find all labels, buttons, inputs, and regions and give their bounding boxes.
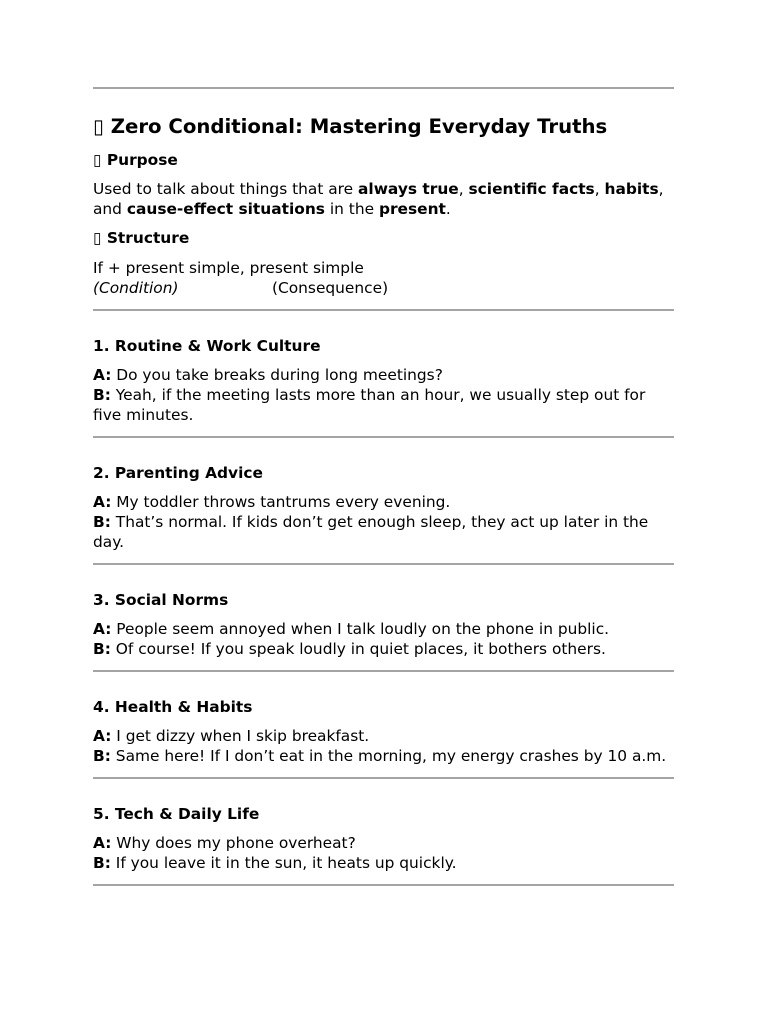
section-heading: 2. Parenting Advice — [93, 464, 263, 482]
dialogue-text: That’s normal. If kids don’t get enough sleep, they act up later in the day. — [93, 513, 649, 551]
horizontal-rule — [93, 309, 674, 311]
purpose-heading: ▯ Purpose — [93, 151, 178, 169]
dialogue-line-a — [93, 492, 674, 512]
dialogue-text: People seem annoyed when I talk loudly on the phone in public. — [116, 620, 610, 638]
speaker-label: A: — [93, 366, 112, 384]
purpose-keyword: habits — [604, 180, 659, 198]
dialogue-text: Do you take breaks during long meetings? — [116, 366, 443, 384]
dialogue — [93, 726, 674, 766]
dialogue-line-b — [93, 746, 674, 766]
section-heading: 5. Tech & Daily Life — [93, 805, 260, 823]
horizontal-rule — [93, 884, 674, 886]
speaker-label: A: — [93, 727, 112, 745]
document-title: ▯ Zero Conditional: Mastering Everyday Truths — [93, 115, 608, 138]
dialogue-line-b — [93, 639, 674, 659]
dialogue-text: Yeah, if the meeting lasts more than an hour, we usually step out for five minutes. — [93, 386, 646, 424]
example-section-4 — [93, 697, 674, 766]
dialogue-text: Of course! If you speak loudly in quiet places, it bothers others. — [115, 640, 606, 658]
dialogue — [93, 619, 674, 659]
dialogue-text: If you leave it in the sun, it heats up quickly. — [115, 854, 457, 872]
purpose-text-segment: , — [458, 180, 469, 198]
consequence-label: (Consequence) — [272, 279, 389, 297]
dialogue-line-a — [93, 833, 674, 853]
speaker-label: B: — [93, 513, 111, 531]
horizontal-rule — [93, 670, 674, 672]
horizontal-rule — [93, 777, 674, 779]
speaker-label: B: — [93, 640, 111, 658]
horizontal-rule — [93, 563, 674, 565]
speaker-label: B: — [93, 747, 111, 765]
purpose-text — [93, 179, 674, 219]
example-section-1 — [93, 336, 674, 425]
dialogue-text: Same here! If I don’t eat in the morning, my energy crashes by 10 a.m. — [115, 747, 667, 765]
dialogue — [93, 833, 674, 873]
purpose-text-segment: . — [445, 200, 451, 218]
speaker-label: B: — [93, 854, 111, 872]
dialogue — [93, 492, 674, 552]
example-section-2 — [93, 463, 674, 552]
structure-labels — [93, 278, 674, 298]
document-page — [93, 87, 674, 886]
dialogue-text: I get dizzy when I skip breakfast. — [116, 727, 370, 745]
purpose-text-segment: Used to talk about things that are — [93, 180, 359, 198]
structure-formula: If + present simple, present simple — [93, 259, 364, 277]
section-heading: 3. Social Norms — [93, 591, 229, 609]
horizontal-rule — [93, 87, 674, 89]
purpose-keyword: present — [378, 200, 446, 218]
dialogue-line-a — [93, 619, 674, 639]
horizontal-rule — [93, 436, 674, 438]
dialogue-text: Why does my phone overheat? — [116, 834, 356, 852]
purpose-text-segment: in the — [324, 200, 379, 218]
speaker-label: A: — [93, 834, 112, 852]
purpose-text-segment: , and — [93, 180, 664, 218]
condition-label: (Condition) — [93, 279, 179, 297]
dialogue-line-a — [93, 365, 674, 385]
structure-heading: ▯ Structure — [93, 229, 190, 247]
dialogue-line-b — [93, 853, 674, 873]
purpose-keyword: scientific facts — [468, 180, 595, 198]
dialogue-line-b — [93, 512, 674, 552]
structure-block — [93, 258, 674, 298]
speaker-label: A: — [93, 620, 112, 638]
section-heading: 1. Routine & Work Culture — [93, 337, 321, 355]
dialogue-line-a — [93, 726, 674, 746]
speaker-label: B: — [93, 386, 111, 404]
purpose-keyword: cause-effect situations — [126, 200, 325, 218]
example-section-5 — [93, 804, 674, 873]
dialogue — [93, 365, 674, 425]
purpose-keyword: always true — [358, 180, 459, 198]
purpose-text-segment: , — [594, 180, 605, 198]
dialogue-text: My toddler throws tantrums every evening. — [116, 493, 451, 511]
example-section-3 — [93, 590, 674, 659]
dialogue-line-b — [93, 385, 674, 425]
speaker-label: A: — [93, 493, 112, 511]
section-heading: 4. Health & Habits — [93, 698, 253, 716]
